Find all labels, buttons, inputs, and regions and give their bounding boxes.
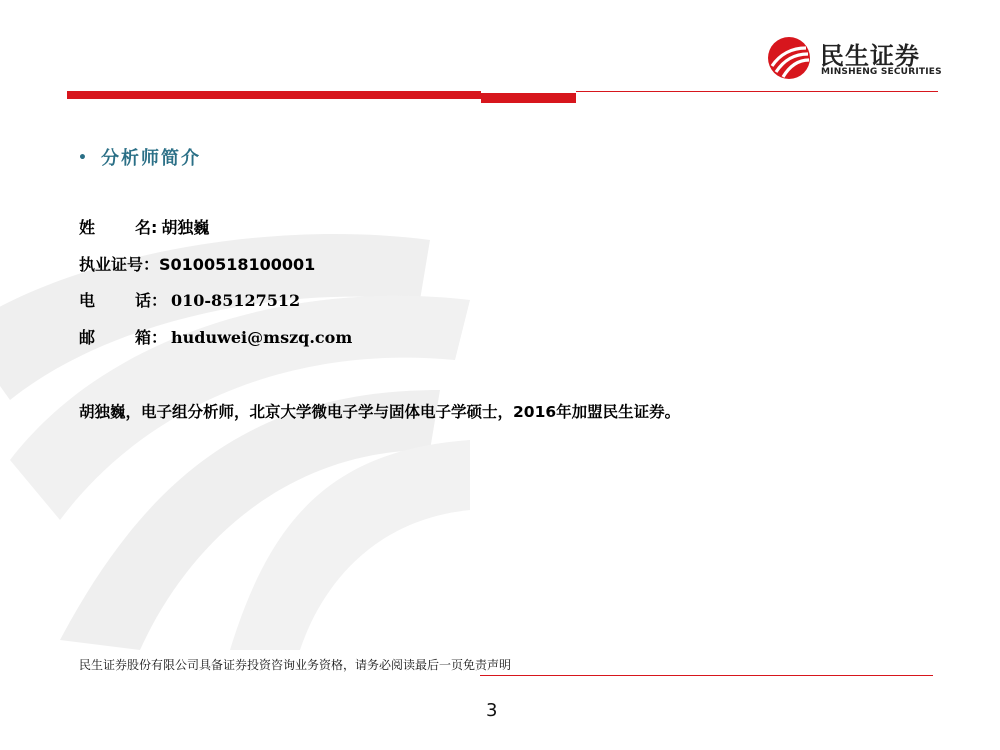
- header-rule-thick: [67, 91, 481, 99]
- footer-disclaimer: 民生证券股份有限公司具备证券投资咨询业务资格，请务必阅读最后一页免责声明: [79, 658, 512, 672]
- name-separator: :: [151, 218, 158, 237]
- name-label: 姓 名: [79, 218, 151, 237]
- section-title-text: 分析师简介: [100, 148, 201, 169]
- analyst-email[interactable]: huduwei@mszq.com: [171, 328, 353, 347]
- bullet-icon: •: [78, 150, 89, 166]
- minsheng-logo: [766, 36, 946, 80]
- license-label: 执业证号：: [79, 255, 160, 274]
- phone-separator: ：: [151, 291, 168, 310]
- analyst-license-row: [79, 254, 315, 276]
- analyst-bio: 胡独巍，电子组分析师，北京大学微电子学与固体电子学硕士，2016年加盟民生证券。: [79, 403, 681, 421]
- footer-rule: [480, 675, 933, 676]
- analyst-name-row: [79, 217, 209, 239]
- logo-english-name: MINSHENG SECURITIES: [821, 67, 942, 77]
- email-label: 邮 箱: [79, 328, 151, 347]
- section-heading: [78, 144, 201, 170]
- phone-label: 电 话: [79, 291, 151, 310]
- analyst-phone: 010-85127512: [171, 291, 301, 310]
- minsheng-logo-icon: [766, 36, 812, 80]
- analyst-phone-row: [79, 290, 300, 312]
- header-rule-accent: [481, 93, 576, 103]
- analyst-email-row: [79, 327, 352, 349]
- analyst-license: S0100518100001: [159, 255, 316, 274]
- logo-chinese-name: 民生证券: [820, 42, 920, 70]
- email-separator: ：: [151, 328, 168, 347]
- analyst-name: 胡独巍: [161, 218, 210, 237]
- page-number: 3: [486, 700, 498, 721]
- header-rule-thin: [576, 91, 938, 92]
